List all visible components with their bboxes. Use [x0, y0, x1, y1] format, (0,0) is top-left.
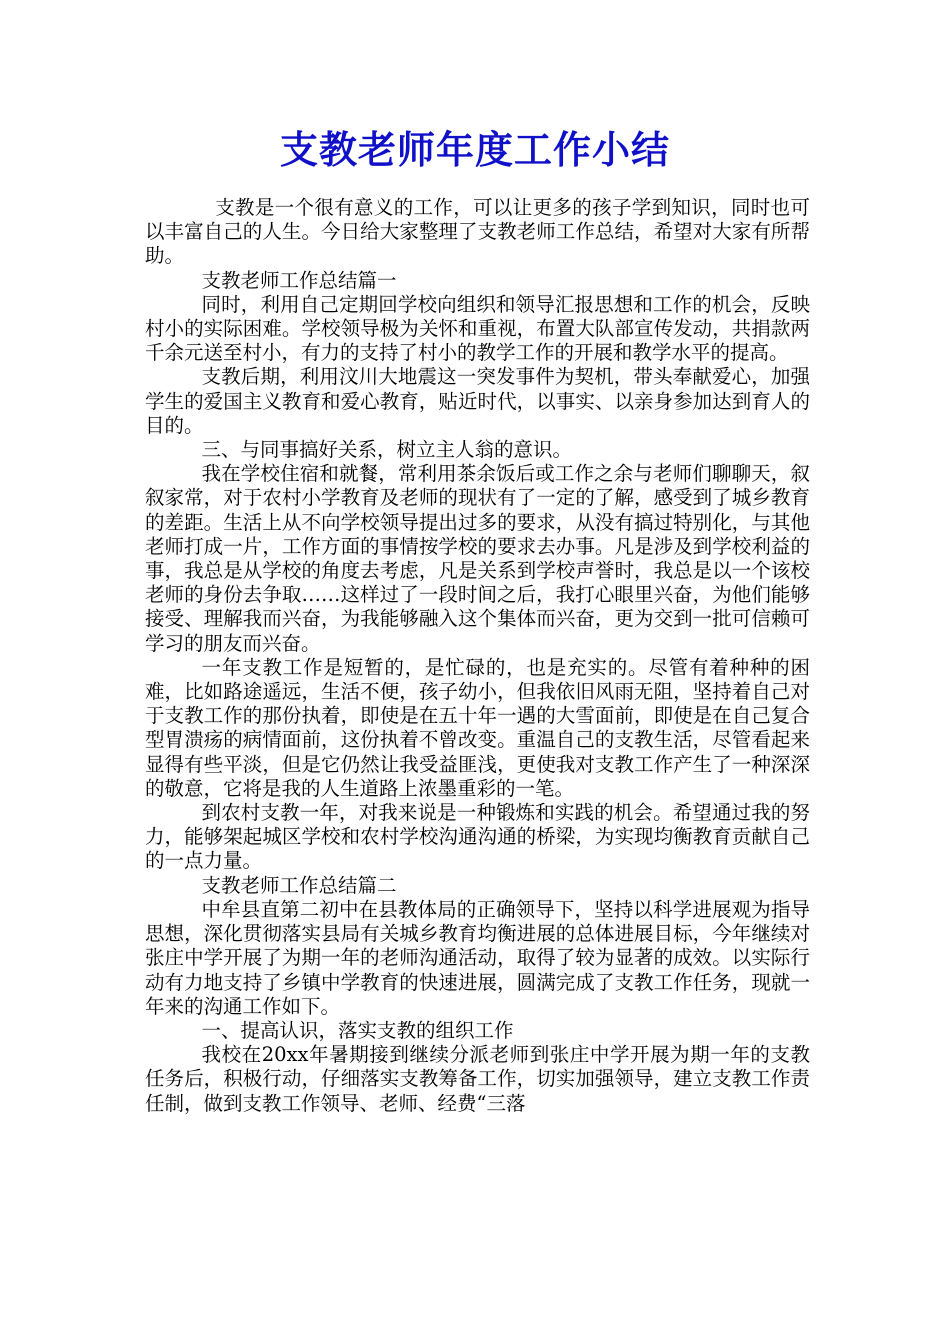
- body-paragraph: 中牟县直第二初中在县教体局的正确领导下，坚持以科学进展观为指导思想，深化贯彻落实县局有关城乡教育均衡进展的总体进展目标，今年继续对张庄中学开展了为期一年的老师沟通活动，取得了较为显著的成效。以实际行动有力地支持了乡镇中学教育的快速进展，圆满完成了支教工作任务，现就一年来的沟通工作如下。: [145, 897, 810, 1018]
- section-heading-relations: 三、与同事搞好关系，树立主人翁的意识。: [201, 438, 573, 462]
- document-title: 支教老师年度工作小结: [279, 127, 670, 172]
- body-paragraph: 到农村支教一年，对我来说是一种锻炼和实践的机会。希望通过我的努力，能够架起城区学校和农村学校沟通沟通的桥梁，为实现均衡教育贡献自己的一点力量。: [145, 801, 810, 873]
- body-paragraph: 我在学校住宿和就餐，常利用茶余饭后或工作之余与老师们聊聊天，叙叙家常，对于农村小学教育及老师的现状有了一定的了解，感受到了城乡教育的差距。生活上从不向学校领导提出过多的要求，从没有搞过特别化，与其他老师打成一片，工作方面的事情按学校的要求去办事。凡是涉及到学校利益的事，我总是从学校的角度去考虑，凡是关系到学校声誉时，我总是以一个该校老师的身份去争取……这样过了一段时间之后，我打心眼里兴奋，为他们能够接受、理解我而兴奋，为我能够融入这个集体而兴奋，更为交到一批可信赖可学习的朋友而兴奋。: [145, 462, 810, 655]
- section-heading-organization: 一、提高认识，落实支教的组织工作: [201, 1018, 514, 1042]
- body-paragraph: 我校在20xx年暑期接到继续分派老师到张庄中学开展为期一年的支教任务后，积极行动，仔细落实支教筹备工作，切实加强领导，建立支教工作责任制，做到支教工作领导、老师、经费“三落: [145, 1043, 810, 1115]
- intro-paragraph: 支教是一个很有意义的工作，可以让更多的孩子学到知识，同时也可以丰富自己的人生。今日给大家整理了支教老师工作总结，希望对大家有所帮助。: [145, 196, 810, 268]
- body-paragraph: 同时，利用自己定期回学校向组织和领导汇报思想和工作的机会，反映村小的实际困难。学校领导极为关怀和重视，布置大队部宣传发动，共捐款两千余元送至村小，有力的支持了村小的教学工作的开展和教学水平的提高。: [145, 292, 810, 365]
- document-body: [145, 196, 810, 1116]
- body-paragraph: 支教后期，利用汶川大地震这一突发事件为契机，带头奉献爱心，加强学生的爱国主义教育和爱心教育，贴近时代，以事实、以亲身参加达到育人的目的。: [145, 365, 810, 437]
- section-heading-part-one: 支教老师工作总结篇一: [201, 268, 397, 292]
- body-paragraph: 一年支教工作是短暂的，是忙碌的，也是充实的。尽管有着种种的困难，比如路途遥远，生活不便，孩子幼小，但我依旧风雨无阻，坚持着自己对于支教工作的那份执着，即使是在五十年一遇的大雪面前，即使是在自己复合型胃溃疡的病情面前，这份执着不曾改变。重温自己的支教生活，尽管看起来显得有些平淡，但是它仍然让我受益匪浅，更使我对支教工作产生了一种深深的敬意，它将是我的人生道路上浓墨重彩的一笔。: [145, 655, 810, 800]
- section-heading-part-two: 支教老师工作总结篇二: [201, 873, 397, 897]
